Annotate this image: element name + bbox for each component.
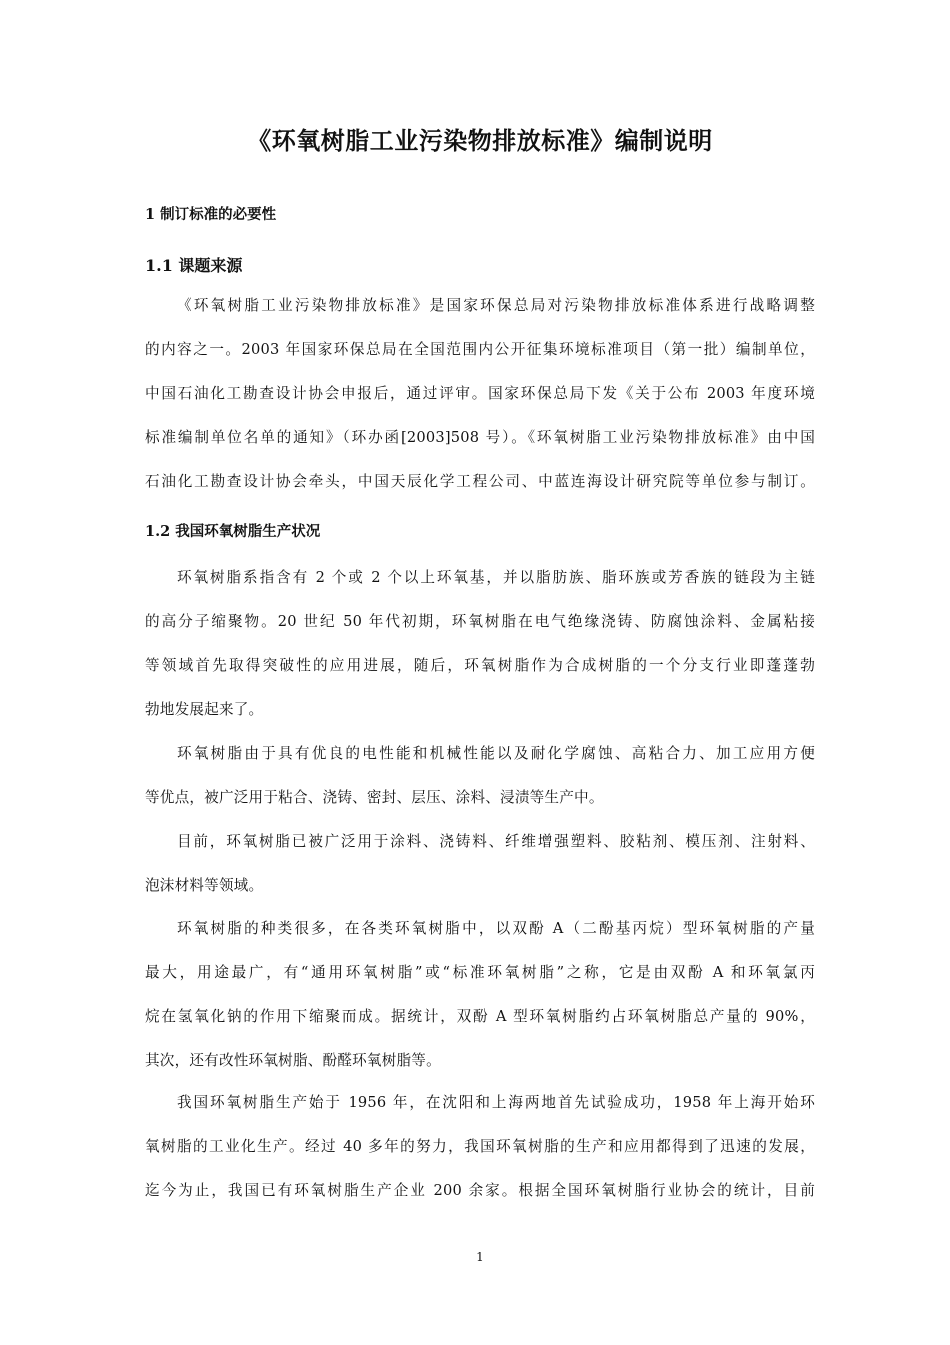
paragraph-line: 标准编制单位名单的通知》（环办函[2003]508 号）。《环氧树脂工业污染物排放标准》由中国 <box>145 429 815 446</box>
paragraph-line: 的高分子缩聚物。20 世纪 50 年代初期，环氧树脂在电气绝缘浇铸、防腐蚀涂料、金属粘接 <box>145 613 815 630</box>
paragraph-line: 我国环氧树脂生产始于 1956 年，在沈阳和上海两地首先试验成功，1958 年上海开始环 <box>177 1094 815 1111</box>
paragraph-line: 环氧树脂的种类很多，在各类环氧树脂中，以双酚 A（二酚基丙烷）型环氧树脂的产量 <box>177 920 815 937</box>
paragraph-line: 等优点，被广泛用于粘合、浇铸、密封、层压、涂料、浸渍等生产中。 <box>145 789 604 806</box>
paragraph-china-production-history <box>145 1089 815 1221</box>
page-number: 1 <box>476 1250 484 1264</box>
paragraph-line: 的内容之一。2003 年国家环保总局在全国范围内公开征集环境标准项目（第一批）编制单位， <box>145 341 815 358</box>
paragraph-line: 石油化工勘查设计协会牵头，中国天辰化学工程公司、中蓝连海设计研究院等单位参与制订。 <box>145 473 815 490</box>
section-heading-1: 1 制订标准的必要性 <box>145 206 277 223</box>
paragraph-line: 烷在氢氧化钠的作用下缩聚而成。据统计，双酚 A 型环氧树脂约占环氧树脂总产量的 90%， <box>145 1008 815 1025</box>
paragraph-line: 环氧树脂系指含有 2 个或 2 个以上环氧基，并以脂肪族、脂环族或芳香族的链段为主链 <box>177 569 815 586</box>
paragraph-line: 勃地发展起来了。 <box>145 701 264 718</box>
paragraph-line: 氧树脂的工业化生产。经过 40 多年的努力，我国环氧树脂的生产和应用都得到了迅速的发展， <box>145 1138 815 1155</box>
paragraph-project-source <box>145 292 815 512</box>
paragraph-line: 迄今为止，我国已有环氧树脂生产企业 200 余家。根据全国环氧树脂行业协会的统计，目前 <box>145 1182 815 1199</box>
paragraph-line: 《环氧树脂工业污染物排放标准》是国家环保总局对污染物排放标准体系进行战略调整 <box>177 297 815 314</box>
paragraph-epoxy-types <box>145 915 815 1091</box>
paragraph-epoxy-definition <box>145 564 815 740</box>
paragraph-line: 目前，环氧树脂已被广泛用于涂料、浇铸料、纤维增强塑料、胶粘剂、模压剂、注射料、 <box>177 833 815 850</box>
paragraph-line: 其次，还有改性环氧树脂、酚醛环氧树脂等。 <box>145 1052 441 1069</box>
paragraph-epoxy-applications <box>145 828 815 916</box>
paragraph-line: 最大，用途最广，有“通用环氧树脂”或“标准环氧树脂”之称，它是由双酚 A 和环氧氯丙 <box>145 964 815 981</box>
section-heading-1-2: 1.2 我国环氧树脂生产状况 <box>145 523 321 540</box>
section-heading-1-1: 1.1 课题来源 <box>145 256 243 275</box>
document-title: 《环氧树脂工业污染物排放标准》编制说明 <box>247 127 713 155</box>
paragraph-line: 泡沫材料等领域。 <box>145 877 264 894</box>
paragraph-line: 中国石油化工勘查设计协会申报后，通过评审。国家环保总局下发《关于公布 2003 年度环境 <box>145 385 815 402</box>
paragraph-epoxy-properties <box>145 740 815 828</box>
paragraph-line: 环氧树脂由于具有优良的电性能和机械性能以及耐化学腐蚀、高粘合力、加工应用方便 <box>177 745 815 762</box>
paragraph-line: 等领域首先取得突破性的应用进展，随后，环氧树脂作为合成树脂的一个分支行业即蓬蓬勃 <box>145 657 815 674</box>
